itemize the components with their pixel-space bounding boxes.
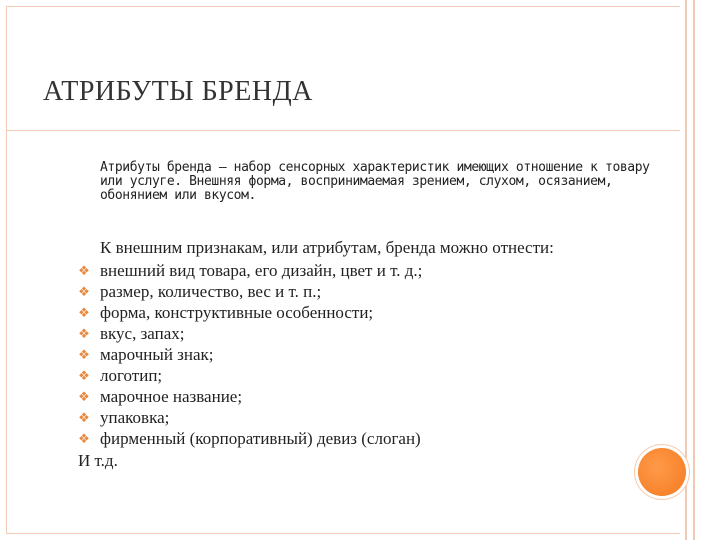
list-item — [78, 302, 422, 323]
list-item — [78, 323, 422, 344]
list-item-text: логотип; — [100, 366, 163, 385]
list-item-text: фирменный (корпоративный) девиз (слоган) — [100, 429, 421, 448]
list-item — [78, 386, 422, 407]
diamond-bullet-icon: ❖ — [78, 262, 90, 278]
diamond-bullet-icon: ❖ — [78, 283, 90, 299]
list-item-text: вкус, запах; — [100, 324, 185, 343]
attributes-list — [78, 260, 422, 449]
diamond-bullet-icon: ❖ — [78, 409, 90, 425]
slide-title: АТРИБУТЫ БРЕНДА — [43, 76, 313, 107]
list-item — [78, 407, 422, 428]
diamond-bullet-icon: ❖ — [78, 346, 90, 362]
list-outro: И т.д. — [78, 451, 118, 470]
list-item-text: форма, конструктивные особенности; — [100, 303, 374, 322]
list-intro: К внешним признакам, или атрибутам, бренда можно отнести: — [100, 238, 554, 257]
diamond-bullet-icon: ❖ — [78, 388, 90, 404]
list-item — [78, 365, 422, 386]
list-item — [78, 281, 422, 302]
list-item-text: марочное название; — [100, 387, 243, 406]
list-item — [78, 428, 422, 449]
diamond-bullet-icon: ❖ — [78, 367, 90, 383]
title-divider — [7, 130, 680, 131]
list-item-text: размер, количество, вес и т. п.; — [100, 282, 322, 301]
diamond-bullet-icon: ❖ — [78, 325, 90, 341]
list-item-text: внешний вид товара, его дизайн, цвет и т. д.; — [100, 261, 423, 280]
list-item — [78, 260, 422, 281]
diamond-bullet-icon: ❖ — [78, 304, 90, 320]
orange-circle-decoration — [638, 448, 686, 496]
list-item-text: упаковка; — [100, 408, 170, 427]
slide-right-decoration — [680, 0, 720, 540]
list-item — [78, 344, 422, 365]
diamond-bullet-icon: ❖ — [78, 430, 90, 446]
definition-paragraph: Атрибуты бренда – набор сенсорных характеристик имеющих отношение к товару или услуге. Внешняя форма, воспринимаемая зрением, слухом, осязанием, обонянием или вкусом. — [100, 160, 650, 203]
list-item-text: марочный знак; — [100, 345, 214, 364]
